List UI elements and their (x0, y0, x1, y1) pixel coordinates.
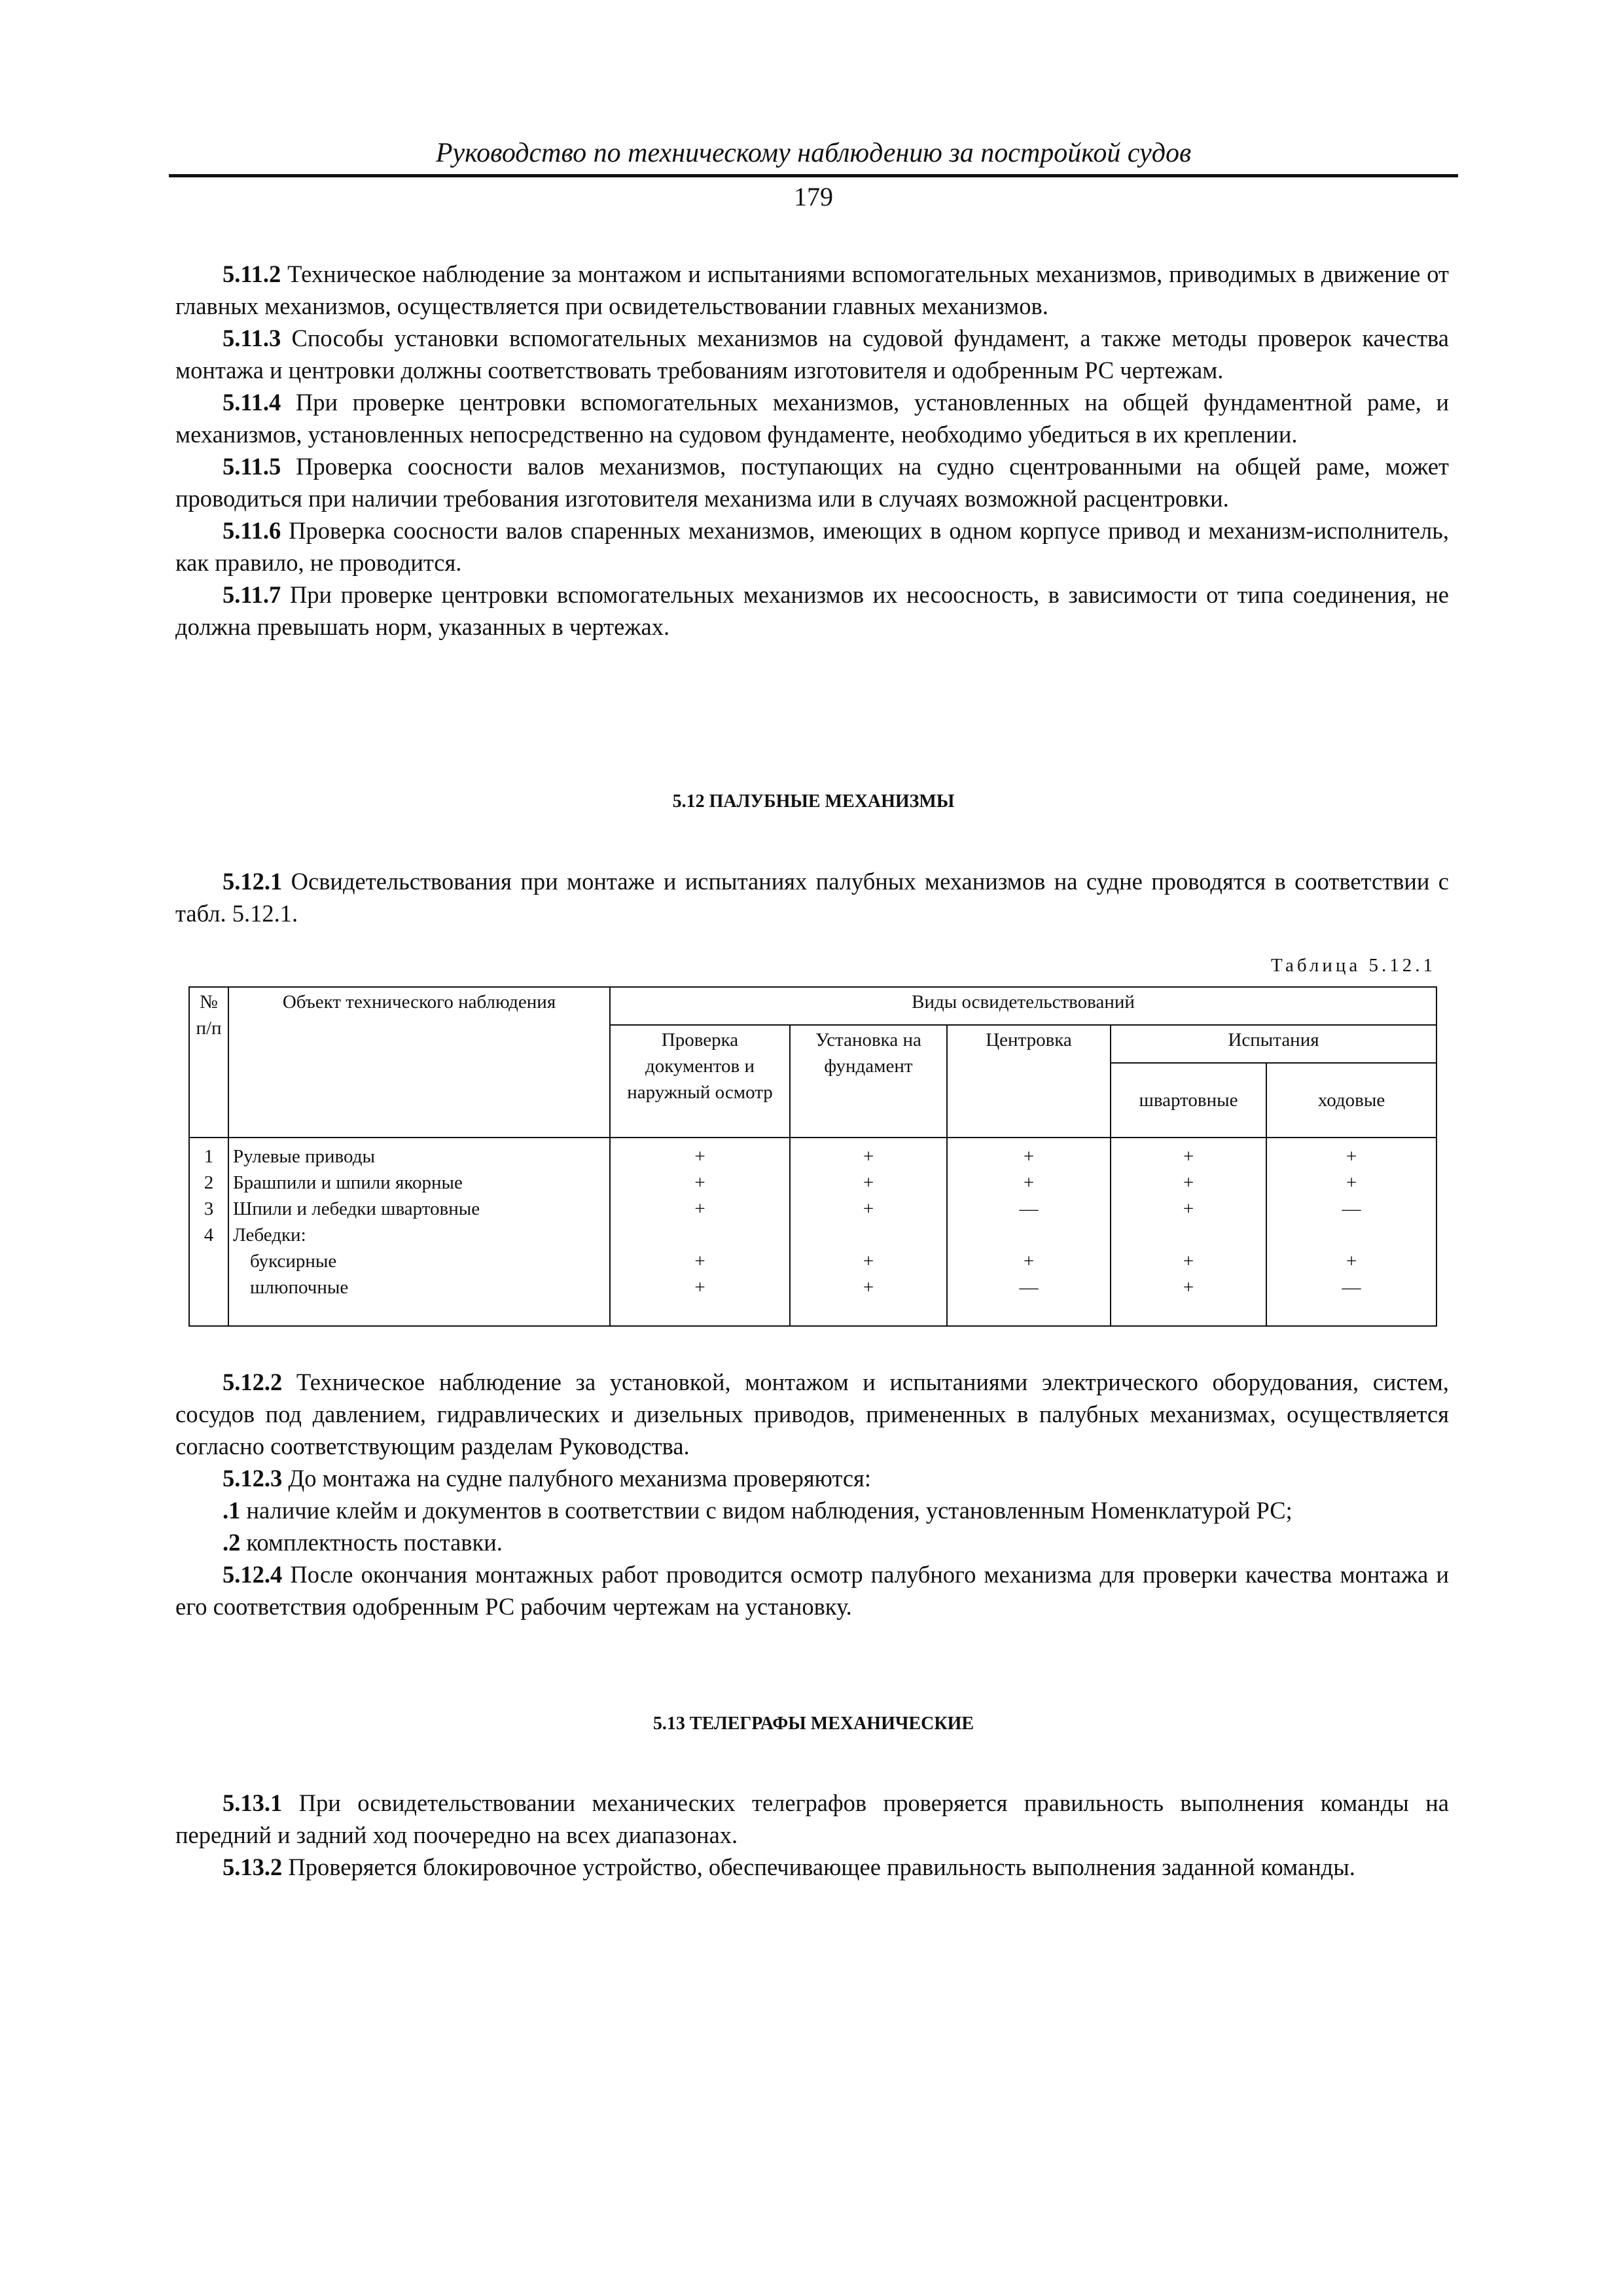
item-number: .1 (223, 1497, 241, 1524)
paragraph (175, 1558, 1449, 1623)
row-number: 3 (204, 1198, 214, 1219)
installation-column (790, 1138, 947, 1326)
row-name: Шпили и лебедки швартовные (233, 1198, 480, 1219)
header-documents: Проверка документов и наружный осмотр (610, 1025, 790, 1138)
paragraph (175, 865, 1449, 929)
row-numbers-cell (189, 1138, 228, 1326)
mark: + (1023, 1251, 1035, 1272)
paragraph (175, 1366, 1449, 1462)
mark: + (863, 1172, 874, 1193)
section-5-11-body (175, 258, 1449, 643)
header-object: Объект технического наблюдения (228, 987, 610, 1138)
list-item (175, 1494, 1449, 1526)
mark: + (1346, 1172, 1357, 1193)
clause-text: Проверка соосности валов механизмов, поступающих на судно сцентрованными на общей раме, может проводиться при наличии требования изготовителя механизма или в случаях возможной расцентровки. (175, 453, 1449, 512)
mark: — (1342, 1277, 1361, 1298)
clause-text: Проверка соосности валов спаренных механизмов, имеющих в одном корпусе привод и механизм-исполнитель, как правило, не проводится. (175, 517, 1449, 576)
clause-text: При освидетельствовании механических телеграфов проверяется правильность выполнения команды на передний и задний ход поочередно на всех диапазонах. (175, 1789, 1449, 1848)
clause-number: 5.11.2 (223, 260, 281, 287)
clause-text: После окончания монтажных работ проводится осмотр палубного механизма для проверки качества монтажа и его соответствия одобренным РС рабочим чертежам на установку. (175, 1561, 1449, 1620)
row-name: Рулевые приводы (233, 1146, 375, 1167)
clause-number: 5.11.4 (223, 389, 281, 416)
mark: + (1346, 1251, 1357, 1272)
mark: + (694, 1198, 705, 1219)
mark: + (863, 1251, 874, 1272)
clause-number: 5.13.2 (223, 1854, 283, 1880)
row-number: 2 (204, 1172, 214, 1193)
header-alignment: Центровка (947, 1025, 1111, 1138)
clause-text: При проверке центровки вспомогательных механизмов их несоосность, в зависимости от типа соединения, не должна превышать норм, указанных в чертежах. (175, 581, 1449, 640)
paragraph (175, 1462, 1449, 1494)
mark: + (863, 1146, 874, 1167)
paragraph (175, 1787, 1449, 1851)
clause-number: 5.11.6 (223, 517, 281, 544)
survey-table (188, 986, 1437, 1327)
clause-number: 5.11.5 (223, 453, 281, 480)
clause-text: Проверяется блокировочное устройство, обеспечивающее правильность выполнения заданной команды. (282, 1854, 1355, 1880)
clause-number: 5.12.4 (223, 1561, 283, 1588)
mark: — (1019, 1277, 1039, 1298)
row-name: буксирные (250, 1251, 337, 1272)
mark (1115, 1222, 1262, 1248)
clause-text: Техническое наблюдение за монтажом и испытаниями вспомогательных механизмов, приводимых в движение от главных механизмов, осуществляется при освидетельствовании главных механизмов. (175, 260, 1449, 319)
clause-number: 5.12.1 (223, 868, 283, 895)
mark: + (1183, 1198, 1194, 1219)
header-rule (169, 174, 1458, 177)
section-5-12-body (175, 1366, 1449, 1623)
row-number: 1 (204, 1146, 214, 1167)
table-caption: Таблица 5.12.1 (1270, 955, 1436, 976)
row-name: шлюпочные (250, 1277, 349, 1298)
clause-text: Освидетельствования при монтаже и испытаниях палубных механизмов на судне проводятся в соответствии с табл. 5.12.1. (175, 868, 1449, 927)
section-5-13-body (175, 1787, 1449, 1883)
clause-number: 5.12.2 (223, 1369, 283, 1395)
row-name: Лебедки: (233, 1225, 306, 1246)
clause-text: Способы установки вспомогательных механизмов на судовой фундамент, а также методы проверок качества монтажа и центровки должны соответствовать требованиям изготовителя и одобренным РС чертежам. (175, 325, 1449, 384)
row-name: Брашпили и шпили якорные (233, 1172, 463, 1193)
mark: + (1023, 1172, 1035, 1193)
mark: + (694, 1172, 705, 1193)
clause-number: 5.13.1 (223, 1789, 283, 1816)
header-survey-types: Виды освидетельствований (610, 987, 1436, 1025)
alignment-column (947, 1138, 1111, 1326)
mark: + (863, 1277, 874, 1298)
paragraph (175, 579, 1449, 643)
paragraph (175, 450, 1449, 514)
header-mooring-tests: швартовные (1111, 1063, 1266, 1138)
section-5-12-intro (175, 865, 1449, 929)
mark (615, 1222, 785, 1248)
page-number: 179 (794, 182, 833, 211)
row-names-cell (228, 1138, 610, 1326)
mark: + (1183, 1172, 1194, 1193)
clause-number: 5.12.3 (223, 1465, 283, 1492)
mark (1271, 1222, 1432, 1248)
header-installation: Установка на фундамент (790, 1025, 947, 1138)
item-number: .2 (223, 1529, 241, 1556)
clause-text: При проверке центровки вспомогательных механизмов, установленных на общей фундаментной раме, и механизмов, установленных непосредственно на судовом фундаменте, необходимо убедиться в их креплении. (175, 389, 1449, 448)
clause-text: Техническое наблюдение за установкой, монтажом и испытаниями электрического оборудования, систем, сосудов под давлением, гидравлических и дизельных приводов, примененных в палубных механизмах, осуществляется согласно соответствующим разделам Руководства. (175, 1369, 1449, 1460)
mark: + (694, 1146, 705, 1167)
mark (952, 1222, 1106, 1248)
section-title-5-12: 5.12 ПАЛУБНЫЕ МЕХАНИЗМЫ (672, 791, 955, 812)
running-header: Руководство по техническому наблюдению за постройкой судов (435, 138, 1192, 168)
item-text: наличие клейм и документов в соответствии с видом наблюдения, установленным Номенклатурой РС; (240, 1497, 1293, 1524)
mark: — (1342, 1198, 1361, 1219)
row-number (194, 1274, 224, 1300)
list-item (175, 1526, 1449, 1558)
item-text: комплектность поставки. (240, 1529, 503, 1556)
paragraph (175, 322, 1449, 386)
mark (794, 1222, 942, 1248)
clause-text: До монтажа на судне палубного механизма проверяются: (282, 1465, 871, 1492)
paragraph (175, 514, 1449, 579)
mark: + (694, 1277, 705, 1298)
mark: + (1346, 1146, 1357, 1167)
mooring-tests-column (1111, 1138, 1266, 1326)
paragraph (175, 1851, 1449, 1883)
mark: + (1183, 1251, 1194, 1272)
paragraph (175, 258, 1449, 322)
mark: + (694, 1251, 705, 1272)
row-number (194, 1248, 224, 1274)
mark: + (1183, 1277, 1194, 1298)
paragraph (175, 386, 1449, 450)
documents-column (610, 1138, 790, 1326)
mark: — (1019, 1198, 1039, 1219)
section-title-5-13: 5.13 ТЕЛЕГРАФЫ МЕХАНИЧЕСКИЕ (652, 1713, 974, 1734)
row-number: 4 (204, 1225, 214, 1246)
header-tests: Испытания (1111, 1025, 1436, 1063)
sea-trials-column (1266, 1138, 1436, 1326)
clause-number: 5.11.3 (223, 325, 281, 351)
header-number: № п/п (189, 987, 228, 1138)
mark: + (1183, 1146, 1194, 1167)
clause-number: 5.11.7 (223, 581, 281, 608)
header-sea-trials: ходовые (1266, 1063, 1436, 1138)
mark: + (863, 1198, 874, 1219)
mark: + (1023, 1146, 1035, 1167)
